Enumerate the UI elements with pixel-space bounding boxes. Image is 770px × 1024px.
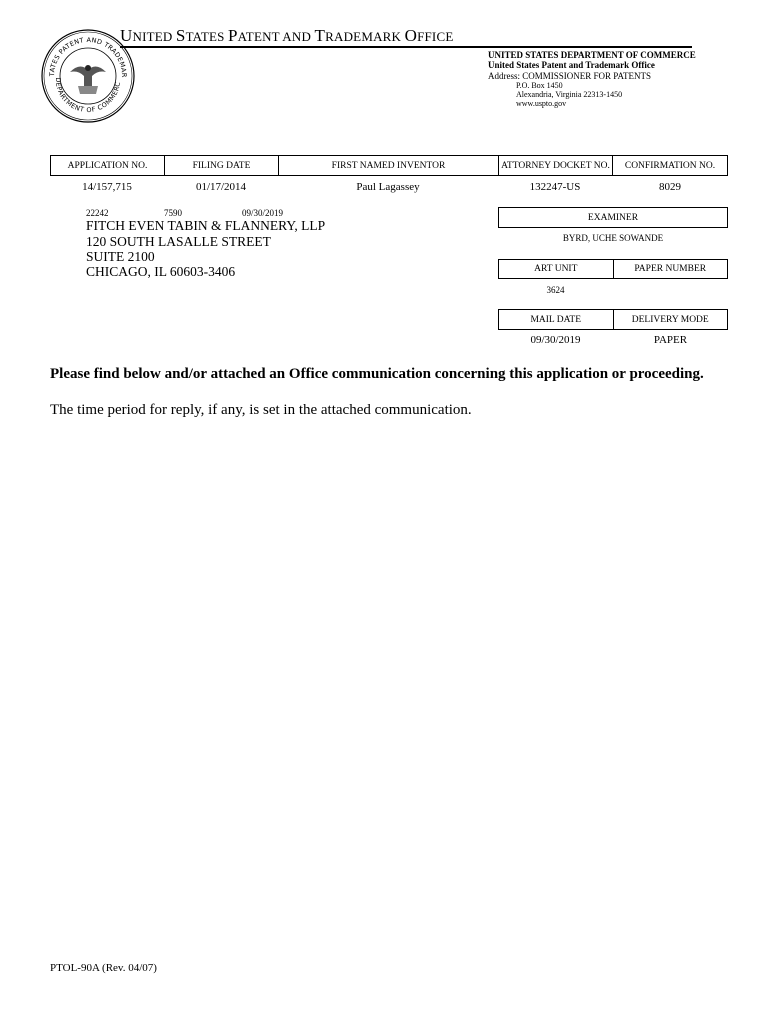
correspondence-code: 7590 <box>164 208 182 218</box>
address-to: COMMISSIONER FOR PATENTS <box>522 71 651 81</box>
reply-period-text: The time period for reply, if any, is set in the attached communication. <box>50 402 472 418</box>
office-communication-notice: Please find below and/or attached an Office communication concerning this application or proceeding. <box>50 366 704 382</box>
seal-top-text: TATES PATENT AND TRADEMAR <box>47 35 129 78</box>
value-attorney-docket-no: 132247-US <box>529 181 581 193</box>
correspondence-line-4: CHICAGO, IL 60603-3406 <box>86 264 236 279</box>
title-rule <box>120 46 692 48</box>
form-identifier: PTOL-90A (Rev. 04/07) <box>50 962 157 974</box>
examiner-name: BYRD, UCHE SOWANDE <box>562 233 664 243</box>
art-unit-label: ART UNIT <box>534 264 578 274</box>
header-attorney-docket-no: ATTORNEY DOCKET NO. <box>499 156 613 175</box>
correspondence-line-1: FITCH EVEN TABIN & FLANNERY, LLP <box>86 218 326 233</box>
website: www.uspto.gov <box>516 99 567 108</box>
mail-box <box>498 309 728 330</box>
correspondence-line-3: SUITE 2100 <box>86 249 155 264</box>
value-application-no: 14/157,715 <box>82 181 132 193</box>
examiner-box <box>498 207 728 228</box>
header-application-no: APPLICATION NO. <box>51 156 165 175</box>
correspondence-line-2: 120 SOUTH LASALLE STREET <box>86 234 271 249</box>
examiner-label: EXAMINER <box>587 212 639 223</box>
value-first-named-inventor: Paul Lagassey <box>356 181 420 193</box>
office-title: UNITED STATES PATENT AND TRADEMARK OFFICE <box>120 26 454 45</box>
delivery-mode-value: PAPER <box>653 334 688 346</box>
header-confirmation-no: CONFIRMATION NO. <box>624 160 716 171</box>
sub-office-name: United States Patent and Trademark Office <box>488 60 655 70</box>
mail-date-value: 09/30/2019 <box>530 334 581 346</box>
address-line <box>488 71 651 81</box>
mail-date-label: MAIL DATE <box>530 314 582 325</box>
delivery-mode-label: DELIVERY MODE <box>613 310 728 329</box>
value-confirmation-no: 8029 <box>659 181 681 193</box>
header-filing-date: FILING DATE <box>165 156 279 175</box>
seal-bottom-text: DEPARTMENT OF COMMERC <box>53 77 123 115</box>
art-unit-value: 3624 <box>546 285 565 295</box>
city-line: Alexandria, Virginia 22313-1450 <box>516 90 623 99</box>
correspondence-date: 09/30/2019 <box>242 208 284 218</box>
application-header-table <box>50 155 728 176</box>
value-filing-date: 01/17/2014 <box>195 181 247 193</box>
customer-number: 22242 <box>86 208 109 218</box>
po-box: P.O. Box 1450 <box>516 81 563 90</box>
address-label: Address: <box>488 71 520 81</box>
header-first-named-inventor: FIRST NAMED INVENTOR <box>279 156 499 175</box>
department-name: UNITED STATES DEPARTMENT OF COMMERCE <box>488 50 696 60</box>
art-unit-box <box>498 259 728 279</box>
paper-number-label: PAPER NUMBER <box>613 260 728 278</box>
